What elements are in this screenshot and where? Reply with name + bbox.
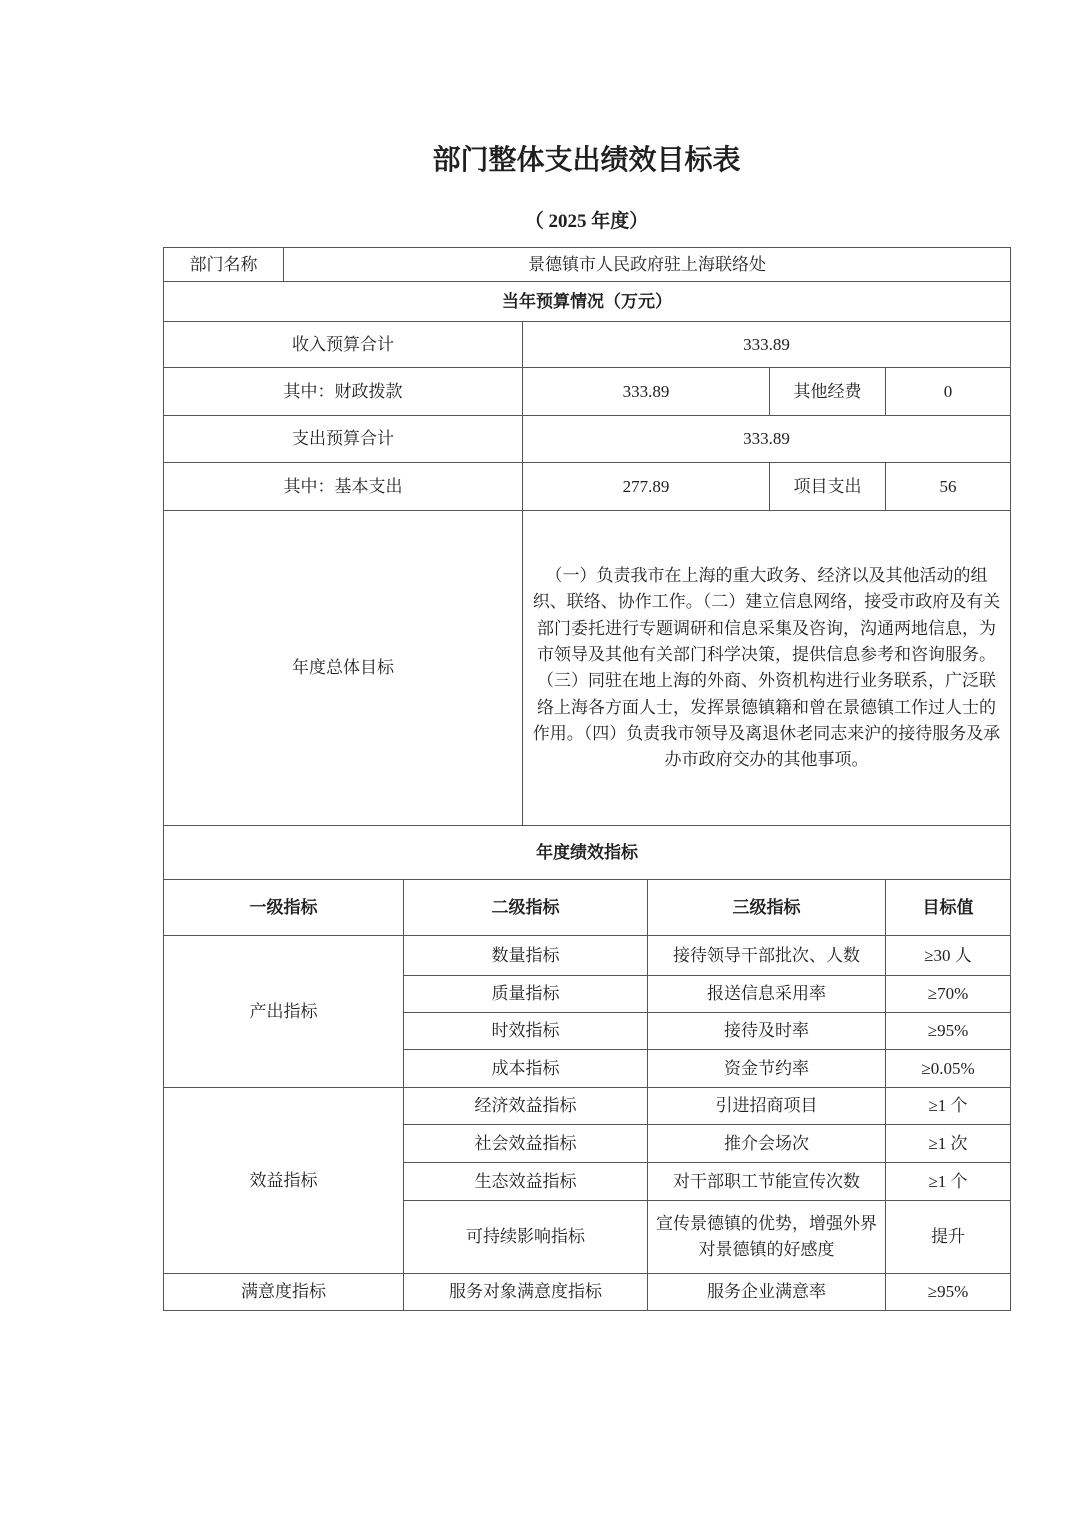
indicator-target-cell: 提升	[886, 1201, 1011, 1274]
other-funds-label-cell: 其他经费	[770, 368, 886, 416]
indicator-level2-cell: 经济效益指标	[404, 1088, 648, 1125]
indicator-row	[164, 1088, 1011, 1125]
indicator-level2-cell: 质量指标	[404, 976, 648, 1013]
department-label-cell: 部门名称	[164, 248, 284, 282]
project-expenditure-label-cell: 项目支出	[770, 463, 886, 511]
annual-goal-row	[164, 511, 1011, 826]
annual-goal-label-cell: 年度总体目标	[164, 511, 523, 826]
indicator-level2-cell: 可持续影响指标	[404, 1201, 648, 1274]
indicator-target-cell: ≥95%	[886, 1274, 1011, 1311]
indicator-target-cell: ≥30 人	[886, 936, 1011, 976]
expenditure-total-label-cell: 支出预算合计	[164, 416, 523, 463]
indicator-level3-cell: 报送信息采用率	[648, 976, 886, 1013]
indicator-level2-cell: 数量指标	[404, 936, 648, 976]
indicators-section-header: 年度绩效指标	[164, 826, 1011, 880]
indicator-level3-cell: 宣传景德镇的优势，增强外界对景德镇的好感度	[648, 1201, 886, 1274]
fiscal-allocation-value-cell: 333.89	[523, 368, 770, 416]
expenditure-total-row	[164, 416, 1011, 463]
indicator-target-cell: ≥0.05%	[886, 1050, 1011, 1088]
indicator-level3-cell: 接待领导干部批次、人数	[648, 936, 886, 976]
indicator-level1-cell: 效益指标	[164, 1088, 404, 1274]
indicator-row	[164, 1274, 1011, 1311]
indicator-level2-cell: 服务对象满意度指标	[404, 1274, 648, 1311]
indicator-header-level3: 三级指标	[648, 880, 886, 936]
other-funds-value-cell: 0	[886, 368, 1011, 416]
page-subtitle: （ 2025 年度）	[524, 211, 649, 233]
indicator-target-cell: ≥1 个	[886, 1163, 1011, 1201]
department-row	[164, 248, 1011, 282]
annual-goal-text-cell: （一）负责我市在上海的重大政务、经济以及其他活动的组织、联络、协作工作。（二）建立信息网络，接受市政府及有关部门委托进行专题调研和信息采集及咨询，沟通两地信息，为市领导及其他有关部门科学决策，提供信息参考和咨询服务。（三）同驻在地上海的外商、外资机构进行业务联系，广泛联络上海各方面人士，发挥景德镇籍和曾在景德镇工作过人士的作用。（四）负责我市领导及离退休老同志来沪的接待服务及承办市政府交办的其他事项。	[523, 511, 1011, 826]
fiscal-allocation-label-cell: 其中：财政拨款	[164, 368, 523, 416]
indicator-level3-cell: 推介会场次	[648, 1125, 886, 1163]
indicator-level3-cell: 引进招商项目	[648, 1088, 886, 1125]
indicator-target-cell: ≥95%	[886, 1013, 1011, 1050]
indicator-header-level2: 二级指标	[404, 880, 648, 936]
indicator-header-target: 目标值	[886, 880, 1011, 936]
page-title: 部门整体支出绩效目标表	[432, 145, 741, 176]
document-page	[163, 0, 1010, 1311]
expenditure-total-value-cell: 333.89	[523, 416, 1011, 463]
indicator-target-cell: ≥1 个	[886, 1088, 1011, 1125]
indicator-level3-cell: 资金节约率	[648, 1050, 886, 1088]
basic-expenditure-row	[164, 463, 1011, 511]
indicator-level1-cell: 产出指标	[164, 936, 404, 1088]
indicator-level1-cell: 满意度指标	[164, 1274, 404, 1311]
basic-expenditure-value-cell: 277.89	[523, 463, 770, 511]
indicator-level2-cell: 社会效益指标	[404, 1125, 648, 1163]
indicator-row	[164, 936, 1011, 976]
indicator-target-cell: ≥1 次	[886, 1125, 1011, 1163]
performance-target-table	[163, 247, 1011, 1311]
indicator-level3-cell: 对干部职工节能宣传次数	[648, 1163, 886, 1201]
indicator-level2-cell: 生态效益指标	[404, 1163, 648, 1201]
indicators-section-row	[164, 826, 1011, 880]
indicator-target-cell: ≥70%	[886, 976, 1011, 1013]
budget-section-header: 当年预算情况（万元）	[164, 282, 1011, 322]
department-name-cell: 景德镇市人民政府驻上海联络处	[284, 248, 1011, 282]
indicator-level2-cell: 时效指标	[404, 1013, 648, 1050]
project-expenditure-value-cell: 56	[886, 463, 1011, 511]
income-total-value-cell: 333.89	[523, 322, 1011, 368]
income-total-label-cell: 收入预算合计	[164, 322, 523, 368]
indicators-header-row	[164, 880, 1011, 936]
income-total-row	[164, 322, 1011, 368]
fiscal-allocation-row	[164, 368, 1011, 416]
indicator-level2-cell: 成本指标	[404, 1050, 648, 1088]
indicator-level3-cell: 服务企业满意率	[648, 1274, 886, 1311]
indicator-level3-cell: 接待及时率	[648, 1013, 886, 1050]
indicator-header-level1: 一级指标	[164, 880, 404, 936]
budget-section-row	[164, 282, 1011, 322]
basic-expenditure-label-cell: 其中：基本支出	[164, 463, 523, 511]
